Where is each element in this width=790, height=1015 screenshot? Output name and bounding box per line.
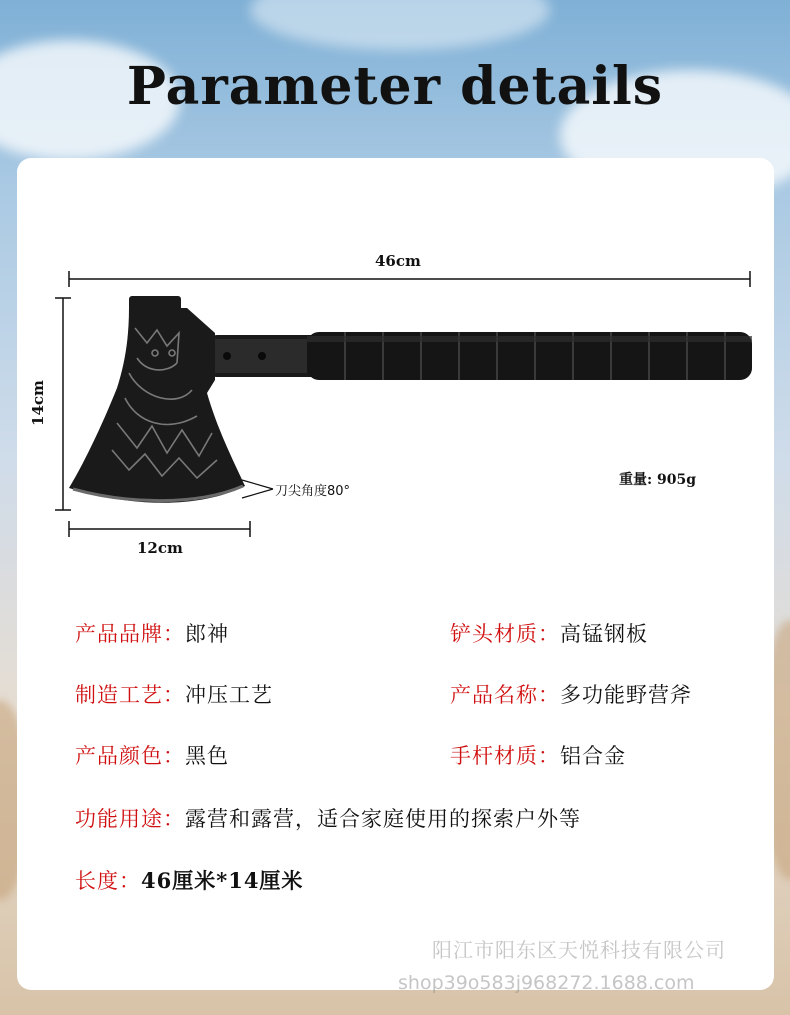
spec-head-material [450, 618, 648, 648]
spec-brand-value: 郎神 [185, 622, 229, 646]
spec-product-name [450, 679, 692, 709]
spec-brand [75, 618, 229, 648]
axe-handle [207, 332, 752, 380]
edge-angle-label: 刀尖角度80° [275, 484, 351, 499]
watermark-company: 阳江市阳东区天悦科技有限公司 [432, 938, 726, 962]
spec-size-value: 46厘米*14厘米 [141, 868, 304, 893]
axe-diagram [17, 158, 774, 578]
height-label: 14cm [28, 380, 47, 426]
spec-color-value: 黑色 [185, 744, 229, 768]
spec-brand-label: 产品品牌： [75, 622, 185, 646]
spec-size [75, 865, 303, 895]
watermark-shop: shop39o583j968272.1688.com [398, 972, 695, 994]
axe-head [69, 296, 245, 503]
spec-process-value: 冲压工艺 [185, 683, 273, 707]
spec-handle-material [450, 740, 626, 770]
spec-process-label: 制造工艺： [75, 683, 185, 707]
spec-handle-material-label: 手杆材质： [450, 744, 560, 768]
spec-color-label: 产品颜色： [75, 744, 185, 768]
spec-head-material-label: 铲头材质： [450, 622, 560, 646]
spec-usage-label: 功能用途： [75, 807, 185, 831]
length-dimension-line [69, 271, 750, 287]
spec-usage [75, 803, 581, 833]
spec-product-name-label: 产品名称： [450, 683, 560, 707]
spec-handle-material-value: 铝合金 [560, 744, 626, 768]
blade-width-dimension-line [69, 521, 250, 537]
spec-product-name-value: 多功能野营斧 [560, 683, 692, 707]
parameter-card [17, 158, 774, 990]
spec-size-label: 长度： [75, 869, 141, 893]
weight-label: 重量: 905g [619, 472, 697, 488]
spec-process [75, 679, 273, 709]
spec-color [75, 740, 229, 770]
spec-head-material-value: 高锰钢板 [560, 622, 648, 646]
edge-angle-pointer [242, 480, 273, 498]
blade-width-label: 12cm [137, 539, 183, 557]
spec-usage-value: 露营和露营，适合家庭使用的探索户外等 [185, 807, 581, 831]
height-dimension-line [55, 298, 71, 510]
page-title: Parameter details [126, 56, 664, 117]
cloud-top [250, 0, 550, 50]
length-label: 46cm [375, 252, 421, 270]
